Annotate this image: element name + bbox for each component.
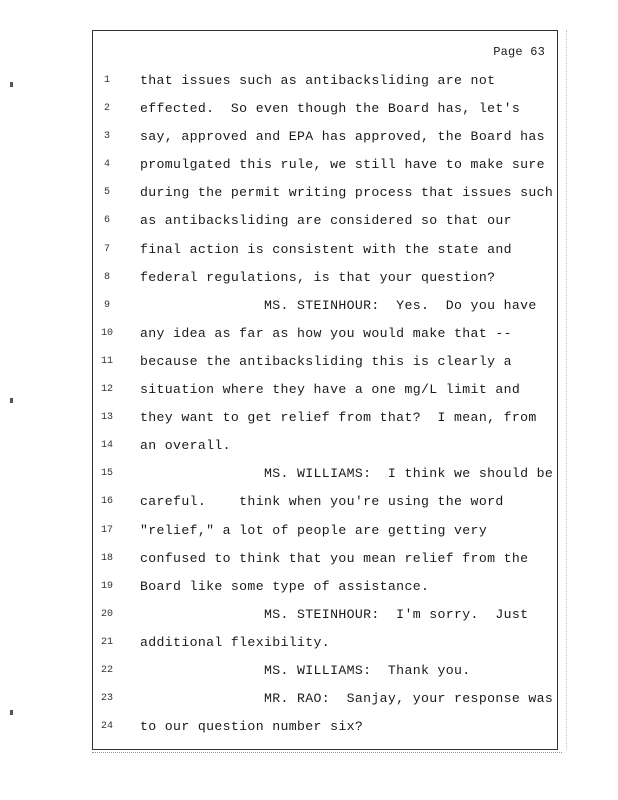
transcript-line (93, 207, 557, 235)
page-number: Page 63 (493, 45, 545, 59)
line-text: federal regulations, is that your question? (140, 269, 496, 285)
line-number: 11 (100, 355, 113, 367)
line-number: 18 (100, 552, 113, 564)
line-text: MS. STEINHOUR: Yes. Do you have (140, 297, 537, 313)
transcript-line (93, 348, 557, 376)
transcript-line (93, 376, 557, 404)
line-number: 9 (103, 299, 110, 311)
line-number: 2 (103, 103, 110, 115)
line-number: 20 (100, 608, 113, 620)
line-text: as antibacksliding are considered so that our (140, 213, 512, 229)
line-text: to our question number six? (140, 719, 364, 735)
transcript-line (93, 123, 557, 151)
transcript-line (93, 404, 557, 432)
line-text: an overall. (140, 438, 231, 454)
transcript-line (93, 179, 557, 207)
line-number: 7 (103, 243, 110, 255)
transcript-line (93, 264, 557, 292)
transcript-line (93, 629, 557, 657)
line-text: that issues such as antibacksliding are not (140, 73, 496, 88)
transcript-line (93, 685, 557, 713)
line-number: 24 (100, 721, 113, 733)
line-number: 8 (103, 271, 110, 283)
line-text: MR. RAO: Sanjay, your response was (140, 691, 554, 707)
transcript-lines (93, 67, 557, 741)
margin-mark (10, 710, 13, 715)
transcript-line (93, 545, 557, 573)
transcript-line (93, 573, 557, 601)
line-number: 3 (103, 131, 110, 143)
line-text: during the permit writing process that issues such (140, 185, 554, 201)
transcript-line (93, 460, 557, 488)
line-number: 19 (100, 580, 113, 592)
transcript-line (93, 601, 557, 629)
transcript-line (93, 657, 557, 685)
line-text: careful. think when you're using the word (140, 494, 504, 510)
line-text: say, approved and EPA has approved, the Board has (140, 129, 545, 145)
transcript-line (93, 713, 557, 741)
line-text: additional flexibility. (140, 634, 331, 650)
transcript-line (93, 488, 557, 516)
line-text: because the antibacksliding this is clearly a (140, 353, 512, 369)
line-text: final action is consistent with the state and (140, 241, 512, 257)
line-text: any idea as far as how you would make that -- (140, 325, 512, 341)
line-number: 21 (100, 636, 113, 648)
scan-artifact (566, 30, 568, 750)
line-text: Board like some type of assistance. (140, 578, 430, 594)
transcript-line (93, 292, 557, 320)
line-number: 12 (100, 384, 113, 396)
line-number: 22 (100, 664, 113, 676)
margin-mark (10, 398, 13, 403)
line-text: MS. WILLIAMS: I think we should be (140, 466, 554, 482)
transcript-line (93, 95, 557, 123)
line-number: 5 (103, 187, 110, 199)
transcript-line (93, 432, 557, 460)
line-text: they want to get relief from that? I mean, from (140, 410, 537, 426)
line-number: 14 (100, 440, 113, 452)
line-number: 6 (103, 215, 110, 227)
scan-artifact (92, 752, 562, 753)
margin-mark (10, 82, 13, 87)
line-number: 16 (100, 496, 113, 508)
transcript-line (93, 151, 557, 179)
line-text: confused to think that you mean relief from the (140, 550, 529, 566)
line-text: "relief," a lot of people are getting very (140, 522, 488, 538)
transcript-line (93, 236, 557, 264)
line-number: 10 (100, 327, 113, 339)
line-text: MS. WILLIAMS: Thank you. (140, 662, 471, 678)
line-number: 17 (100, 524, 113, 536)
line-text: promulgated this rule, we still have to make sure (140, 157, 545, 173)
line-text: situation where they have a one mg/L limit and (140, 382, 521, 398)
line-number: 23 (100, 693, 113, 705)
line-number: 1 (103, 75, 110, 86)
transcript-line (93, 320, 557, 348)
transcript-line (93, 517, 557, 545)
transcript-page (92, 30, 558, 750)
line-number: 13 (100, 412, 113, 424)
line-text: MS. STEINHOUR: I'm sorry. Just (140, 606, 529, 622)
line-number: 15 (100, 468, 113, 480)
transcript-line (93, 67, 557, 95)
line-text: effected. So even though the Board has, let's (140, 101, 521, 117)
line-number: 4 (103, 159, 110, 171)
